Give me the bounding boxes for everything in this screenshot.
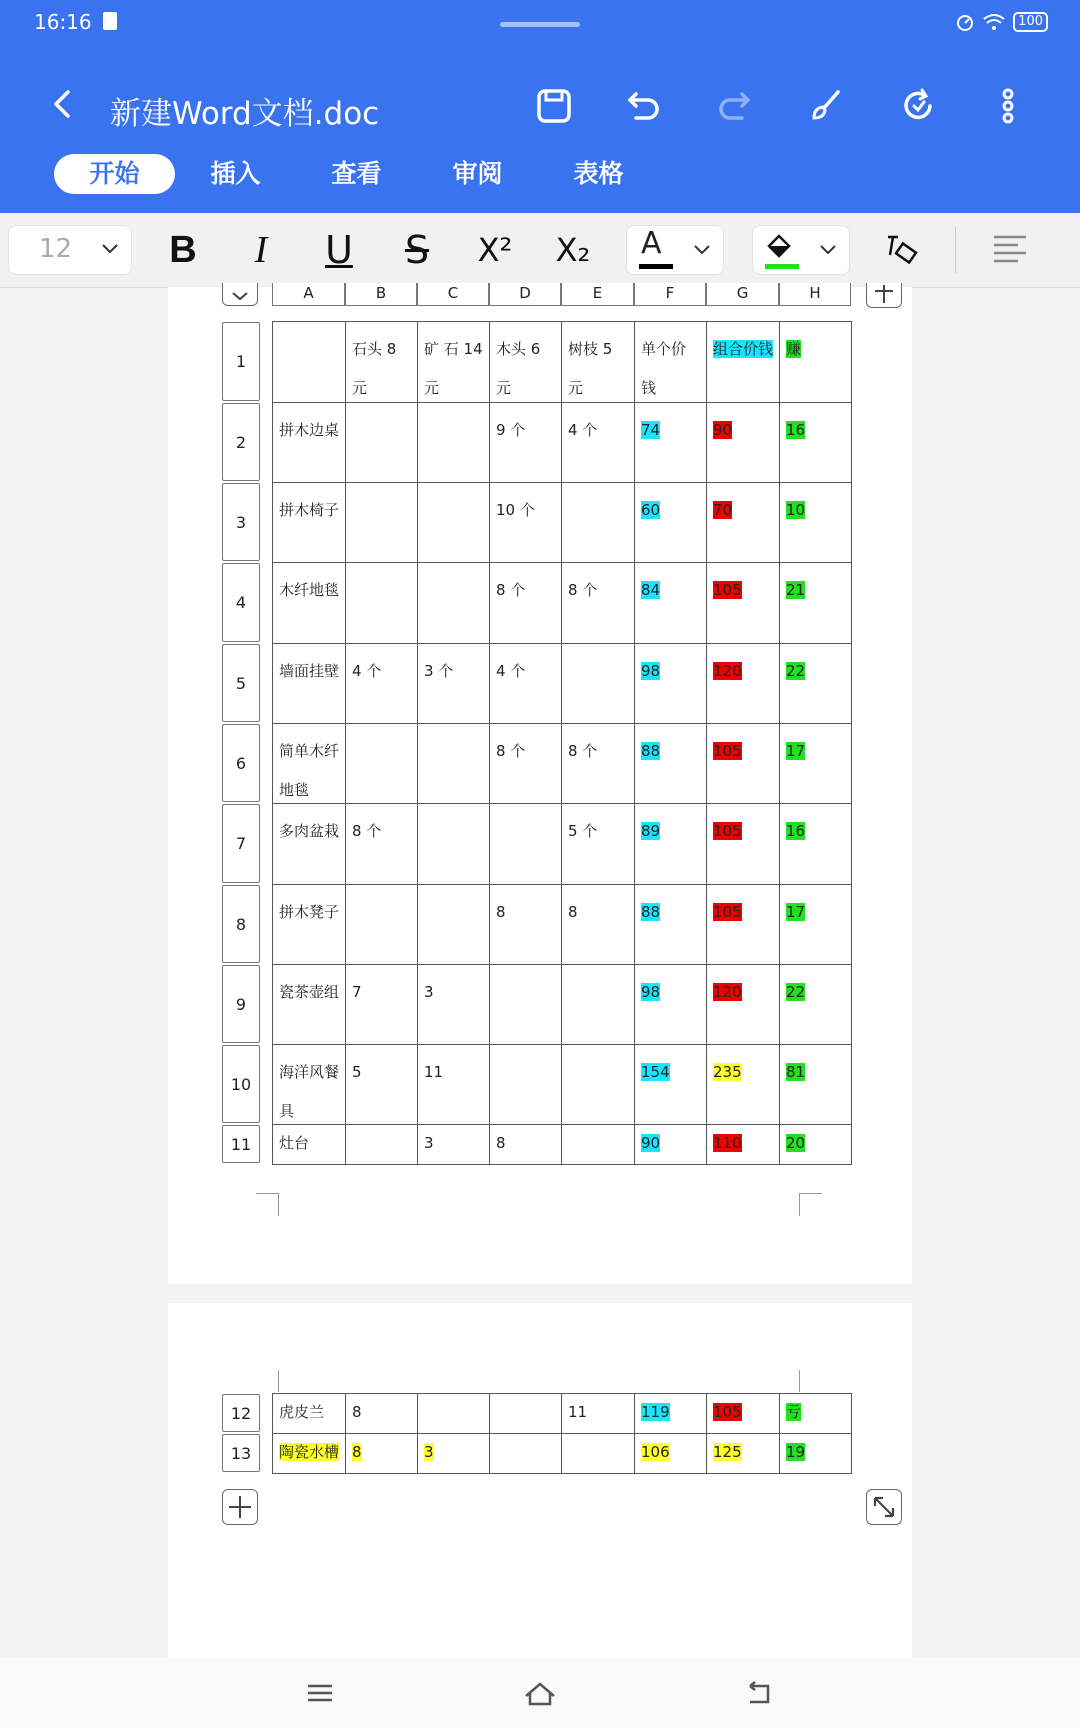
add-row-button[interactable] [222,1489,258,1525]
cell-text: 70 [713,501,733,519]
cell-text: 灶台 [279,1134,310,1152]
table-cell[interactable] [706,482,780,563]
cell-text: 22 [786,983,806,1001]
cell-text: 木头 6 元 [496,340,541,397]
status-time: 16:16 [34,10,92,34]
move-icon [223,283,257,305]
brush-icon[interactable] [804,84,848,128]
page-corner-mark [256,1193,279,1216]
cell-text: 5 个 [568,822,598,840]
font-size-value: 12 [39,234,73,264]
cell-text: 106 [641,1443,670,1461]
cell-text: 11 [424,1063,444,1081]
cell-text: 98 [641,662,661,680]
column-header-d[interactable]: D [489,283,561,306]
table-cell[interactable] [779,803,852,885]
table-cell[interactable] [345,884,418,965]
column-header-h[interactable]: H [779,283,851,306]
table-cell[interactable] [561,1044,635,1125]
cell-text: 树枝 5 元 [568,340,613,397]
cell-text: 拼木椅子 [279,501,340,519]
cell-text: 88 [641,903,661,921]
table-cell[interactable] [417,964,490,1045]
ribbon-tabs [54,154,659,194]
cell-text: 3 [424,1134,434,1152]
table-cell[interactable] [561,643,635,724]
table-cell[interactable] [634,723,707,804]
cell-text: 墙面挂壁 [279,662,340,680]
cell-text: 8 [352,1443,362,1461]
table-cell[interactable] [272,723,346,804]
row-header[interactable]: 3 [222,483,260,561]
cell-text: 8 [568,903,578,921]
back-arrow-icon[interactable] [46,86,82,122]
document-title: 新建Word文档.doc [110,96,380,132]
table-cell[interactable] [489,402,562,483]
table-cell[interactable] [561,964,635,1045]
refresh-icon[interactable] [896,84,940,128]
row-header[interactable]: 12 [222,1394,260,1432]
cell-text: 矿 石 14 元 [424,340,483,397]
table-cell[interactable] [489,1433,562,1474]
table-cell[interactable] [706,1393,780,1434]
cell-text: 5 [352,1063,362,1081]
row-header[interactable]: 11 [222,1125,260,1163]
cell-text: 90 [641,1134,661,1152]
table-cell[interactable] [345,321,418,403]
table-cell[interactable] [779,1393,852,1434]
cell-text: 赚 [786,340,802,358]
table-cell[interactable] [345,562,418,644]
cell-text: 3 [424,1443,434,1461]
table-cell[interactable] [634,321,707,403]
cell-text: 10 个 [496,501,535,519]
menu-icon[interactable] [302,1678,338,1708]
table-cell[interactable] [345,1393,418,1434]
redo-icon[interactable] [712,84,756,128]
document-page [168,1303,912,1658]
table-cell[interactable] [272,964,346,1045]
speed-icon [955,12,975,32]
highlight-color-swatch [765,264,799,269]
battery-indicator: 100 [1013,12,1048,32]
cell-text: 单个价钱 [641,340,687,397]
table-cell[interactable] [417,1433,490,1474]
cell-text: 多肉盆栽 [279,822,340,840]
table-cell[interactable] [417,723,490,804]
table-cell[interactable] [272,803,346,885]
status-icons [955,12,1048,32]
tab-view[interactable]: 查看 [331,159,382,188]
cell-text: 拼木边桌 [279,421,340,439]
save-icon[interactable] [532,84,576,128]
table-cell[interactable] [706,884,780,965]
table-cell[interactable] [634,884,707,965]
cell-text: 瓷茶壶组 [279,983,340,1001]
page-corner-mark [799,1193,822,1216]
table-cell[interactable] [272,643,346,724]
table-cell[interactable] [706,562,780,644]
cell-text: 16 [786,822,806,840]
text-color-label: A [641,226,662,261]
cell-text: 8 个 [496,581,526,599]
system-nav-bar [0,1658,1080,1728]
cell-text: 8 个 [352,822,382,840]
cell-text: 105 [713,742,742,760]
italic-button[interactable]: I [254,229,268,271]
row-header[interactable]: 7 [222,804,260,883]
cell-text: 8 [496,903,506,921]
table-cell[interactable] [561,482,635,563]
table-cell[interactable] [779,402,852,483]
table-cell[interactable] [489,1124,562,1165]
table-cell[interactable] [779,884,852,965]
format-toolbar [0,213,1080,288]
cell-text: 10 [786,501,806,519]
cell-text: 9 个 [496,421,526,439]
cell-text: 11 [568,1403,588,1421]
table-cell[interactable] [489,562,562,644]
table-cell[interactable] [345,1044,418,1125]
bold-button[interactable]: B [169,229,197,271]
table-cell[interactable] [417,1124,490,1165]
table-cell[interactable] [561,723,635,804]
column-header-g[interactable]: G [706,283,779,306]
table-cell[interactable] [489,482,562,563]
table-cell[interactable] [489,723,562,804]
table-cell[interactable] [272,1124,346,1165]
home-icon[interactable] [522,1678,558,1708]
cell-text: 4 个 [496,662,526,680]
table-cell[interactable] [345,482,418,563]
table-cell[interactable] [417,884,490,965]
table-cell[interactable] [634,482,707,563]
table-cell[interactable] [489,1044,562,1125]
font-size-select[interactable] [8,225,132,275]
table-cell[interactable] [634,964,707,1045]
table-cell[interactable] [417,1393,490,1434]
table-cell[interactable] [779,723,852,804]
table-cell[interactable] [779,562,852,644]
column-header-a[interactable]: A [272,283,345,306]
cell-text: 3 [424,983,434,1001]
table-cell[interactable] [345,1433,418,1474]
table-cell[interactable] [561,1124,635,1165]
table-cell[interactable] [634,1124,707,1165]
cell-text: 154 [641,1063,670,1081]
subscript-button[interactable]: X₂ [555,231,591,269]
cell-text: 木纤地毯 [279,581,340,599]
table-cell[interactable] [706,803,780,885]
cell-text: 陶瓷水槽 [279,1443,340,1461]
paint-bucket-icon [763,232,797,260]
table-cell[interactable] [779,1044,852,1125]
more-icon[interactable] [986,84,1030,128]
cell-text: 17 [786,742,806,760]
cell-text: 105 [713,581,742,599]
cell-text: 7 [352,983,362,1001]
table-cell[interactable] [417,321,490,403]
cell-text: 19 [786,1443,806,1461]
table-cell[interactable] [417,643,490,724]
cell-text: 119 [641,1403,670,1421]
app-header [0,0,1080,213]
cell-text: 21 [786,581,806,599]
cell-text: 拼木凳子 [279,903,340,921]
row-header[interactable]: 8 [222,885,260,963]
table-cell[interactable] [272,482,346,563]
table-cell[interactable] [561,321,635,403]
cell-text: 125 [713,1443,742,1461]
row-header[interactable]: 5 [222,644,260,722]
table-cell[interactable] [706,1124,780,1165]
cell-text: 虎皮兰 [279,1403,325,1421]
cell-text: 组合价钱 [713,340,774,358]
table-cell[interactable] [706,723,780,804]
cell-text: 3 个 [424,662,454,680]
undo-icon[interactable] [622,84,666,128]
table-cell[interactable] [561,562,635,644]
cell-text: 8 个 [568,742,598,760]
tab-review[interactable]: 审阅 [452,159,503,188]
cell-text: 8 [352,1403,362,1421]
table-select-handle[interactable] [222,283,258,306]
cell-text: 105 [713,903,742,921]
cell-text: 简单木纤地毯 [279,742,340,799]
row-header[interactable]: 2 [222,403,260,481]
table-cell[interactable] [561,1393,635,1434]
page-corner-mark [256,1370,279,1392]
table-cell[interactable] [634,803,707,885]
table-cell[interactable] [272,1044,346,1125]
cell-text: 105 [713,1403,742,1421]
superscript-button[interactable]: X² [477,231,513,269]
page-corner-mark [799,1370,822,1392]
text-color-select[interactable] [626,225,724,275]
row-header[interactable]: 13 [222,1434,260,1472]
table-cell[interactable] [634,1433,707,1474]
cell-text: 8 个 [568,581,598,599]
table-cell[interactable] [489,1393,562,1434]
table-cell[interactable] [272,1393,346,1434]
resize-icon [867,1490,901,1524]
cell-text: 235 [713,1063,742,1081]
cell-text: 120 [713,983,742,1001]
column-header-b[interactable]: B [345,283,417,306]
chevron-down-icon [819,243,837,257]
table-cell[interactable] [706,321,780,403]
table-cell[interactable] [489,803,562,885]
cell-text: 90 [713,421,733,439]
back-icon[interactable] [742,1678,778,1708]
table-cell[interactable] [345,402,418,483]
cell-text: 20 [786,1134,806,1152]
cell-text: 60 [641,501,661,519]
tab-start[interactable]: 开始 [54,154,175,194]
add-column-button[interactable] [866,283,902,308]
highlight-color-select[interactable] [752,225,850,275]
table-cell[interactable] [489,321,562,403]
toolbar-divider [955,227,956,273]
table-cell[interactable] [561,884,635,965]
table-cell[interactable] [706,643,780,724]
cell-text: 84 [641,581,661,599]
table-cell[interactable] [561,1433,635,1474]
underline-button[interactable]: U [325,228,353,272]
table-cell[interactable] [706,402,780,483]
table-cell[interactable] [779,643,852,724]
row-header[interactable]: 9 [222,965,260,1043]
cell-text: 4 个 [352,662,382,680]
table-cell[interactable] [272,321,346,403]
align-icon[interactable] [990,233,1030,267]
table-cell[interactable] [345,643,418,724]
table-cell[interactable] [272,562,346,644]
table-cell[interactable] [779,1124,852,1165]
column-header-c[interactable]: C [417,283,489,306]
table-cell[interactable] [417,402,490,483]
table-cell[interactable] [417,562,490,644]
table-cell[interactable] [561,402,635,483]
column-header-f[interactable]: F [634,283,706,306]
plus-icon [223,1490,257,1524]
table-cell[interactable] [706,1433,780,1474]
table-cell[interactable] [345,1124,418,1165]
cell-text: 120 [713,662,742,680]
cell-text: 74 [641,421,661,439]
tab-table[interactable]: 表格 [573,159,624,188]
clipboard-icon [103,12,117,30]
table-cell[interactable] [634,562,707,644]
cell-text: 石头 8 元 [352,340,397,397]
cell-text: 8 个 [496,742,526,760]
table-cell[interactable] [417,1044,490,1125]
table-cell[interactable] [489,643,562,724]
window-handle[interactable] [500,22,580,27]
chevron-down-icon [101,242,119,256]
cell-text: 88 [641,742,661,760]
cell-text: 8 [496,1134,506,1152]
table-cell[interactable] [634,402,707,483]
table-cell[interactable] [272,402,346,483]
table-cell[interactable] [489,964,562,1045]
wifi-icon [983,13,1005,31]
table-cell[interactable] [706,964,780,1045]
cell-text: 亏 [786,1403,802,1421]
table-cell[interactable] [345,964,418,1045]
table-cell[interactable] [634,1044,707,1125]
table-cell[interactable] [779,1433,852,1474]
table-cell[interactable] [634,1393,707,1434]
cell-text: 4 个 [568,421,598,439]
cell-text: 81 [786,1063,806,1081]
text-color-swatch [639,264,673,269]
row-header[interactable]: 10 [222,1045,260,1123]
table-cell[interactable] [706,1044,780,1125]
cell-text: 22 [786,662,806,680]
table-cell[interactable] [779,321,852,403]
plus-icon [867,283,901,307]
cell-text: 105 [713,822,742,840]
chevron-down-icon [693,243,711,257]
table-cell[interactable] [634,643,707,724]
row-header[interactable]: 6 [222,724,260,802]
table-cell[interactable] [272,1433,346,1474]
cell-text: 98 [641,983,661,1001]
table-cell[interactable] [417,803,490,885]
table-cell[interactable] [345,723,418,804]
cell-text: 海洋风餐具 [279,1063,340,1120]
clear-format-icon[interactable] [880,231,920,271]
strikethrough-button[interactable]: S [404,228,430,272]
row-header[interactable]: 4 [222,563,260,642]
table-cell[interactable] [779,482,852,563]
cell-text: 110 [713,1134,742,1152]
cell-text: 17 [786,903,806,921]
resize-table-button[interactable] [866,1489,902,1525]
table-cell[interactable] [272,884,346,965]
table-cell[interactable] [561,803,635,885]
table-cell[interactable] [417,482,490,563]
tab-insert[interactable]: 插入 [210,159,261,188]
table-cell[interactable] [345,803,418,885]
cell-text: 16 [786,421,806,439]
column-header-e[interactable]: E [561,283,634,306]
table-cell[interactable] [489,884,562,965]
row-header[interactable]: 1 [222,322,260,401]
cell-text: 89 [641,822,661,840]
table-cell[interactable] [779,964,852,1045]
